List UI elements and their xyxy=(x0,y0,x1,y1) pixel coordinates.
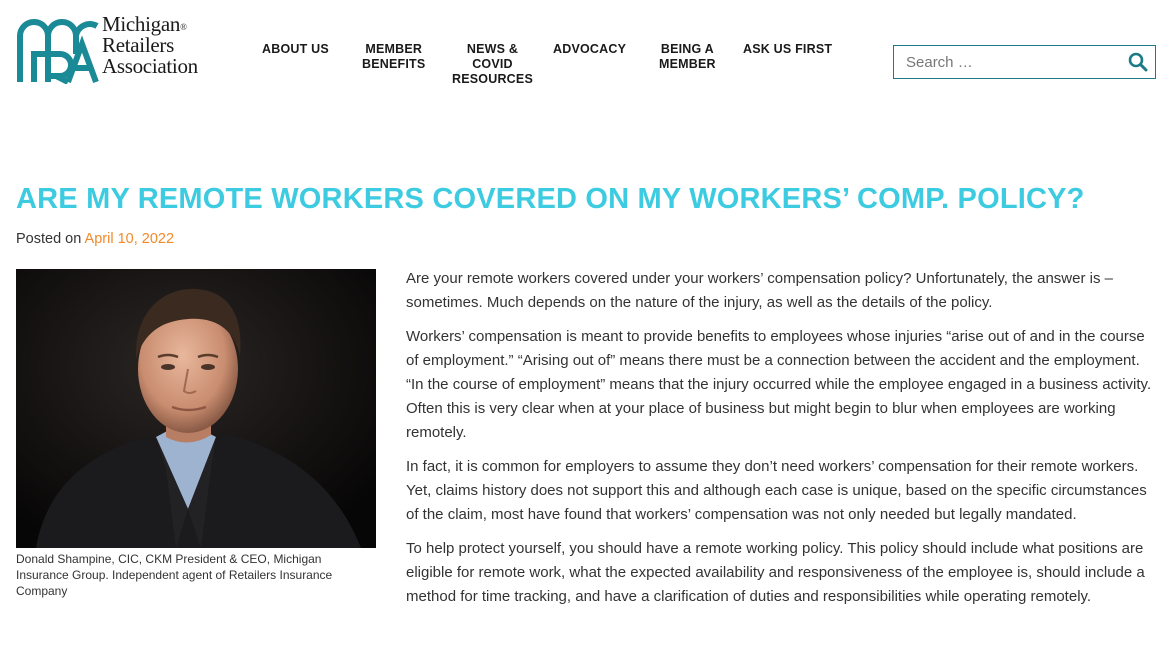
logo-line-2: Retailers xyxy=(102,33,174,57)
posted-on-label: Posted on xyxy=(16,231,85,247)
mra-logo-icon xyxy=(16,14,100,84)
logo-wordmark: Michigan® Retailers Association xyxy=(102,12,198,78)
article-paragraph-4: To help protect yourself, you should have a remote working policy. This policy should include what positions are eligible for remote work, what the expected availability and responsiveness of the employee is, should include a method for time tracking, and have a clarification of duties and responsibilities while operating remotely. xyxy=(406,540,1145,605)
page-title: ARE MY REMOTE WORKERS COVERED ON MY WORKERS’ COMP. POLICY? xyxy=(16,183,1085,215)
nav-being-a-member[interactable]: BEING A MEMBER xyxy=(659,42,716,71)
site-logo[interactable] xyxy=(16,14,226,86)
logo-line-1: Michigan xyxy=(102,12,181,36)
article-paragraph-2: Workers’ compensation is meant to provide benefits to employees whose injuries “arise out of and in the course of employment.” “Arising out of” means there must be a connection between the accident and the employment. “In the course of employment” means that the injury occurred while the employee engaged in a business activity. Often this is very clear when at your place of business but might begin to blur when employees are working remotely. xyxy=(406,328,1152,441)
photo-caption: Donald Shampine, CIC, CKM President & CEO, Michigan Insurance Group. Independent agent of Retailers Insurance Company xyxy=(16,552,333,598)
post-date-link[interactable]: April 10, 2022 xyxy=(84,231,175,247)
nav-advocacy[interactable]: ADVOCACY xyxy=(553,42,627,56)
nav-ask-us-first[interactable]: ASK US FIRST xyxy=(743,42,833,56)
search-box xyxy=(893,45,1156,79)
post-meta xyxy=(16,231,174,247)
nav-member-benefits[interactable]: MEMBER BENEFITS xyxy=(362,42,426,71)
author-photo xyxy=(16,269,376,548)
logo-line-3: Association xyxy=(102,54,198,78)
article-paragraph-1: Are your remote workers covered under your workers’ compensation policy? Unfortunately, the answer is – sometimes. Much depends on the nature of the injury, as well as the details of the policy. xyxy=(406,270,1113,311)
search-icon[interactable] xyxy=(1121,46,1155,78)
article-paragraph-3: In fact, it is common for employers to assume they don’t need workers’ compensation for their remote workers. Yet, claims history does not support this and although each case is unique, based on the specific circumstances of the claim, most have found that workers’ compensation was not only needed but legally mandated. xyxy=(406,458,1147,523)
search-input[interactable] xyxy=(894,46,1121,78)
nav-news-covid-resources[interactable]: NEWS & COVID RESOURCES xyxy=(452,42,533,86)
nav-about-us[interactable]: ABOUT US xyxy=(262,42,329,56)
article-body xyxy=(406,267,1158,619)
